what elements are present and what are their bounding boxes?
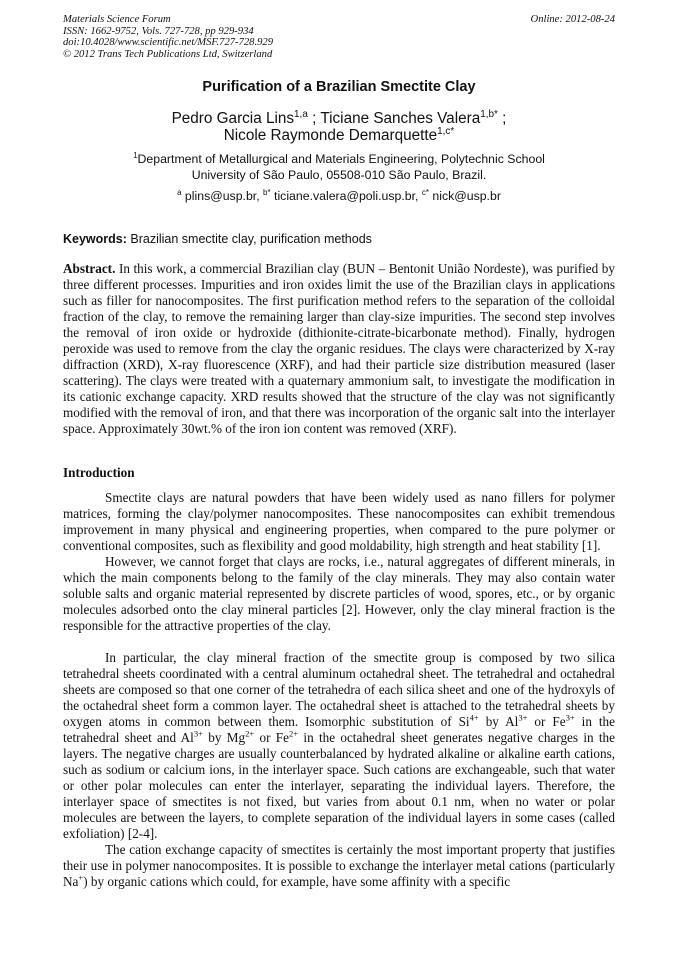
- text-segment: or Fe: [527, 714, 566, 729]
- abstract-text: In this work, a commercial Brazilian clay (BUN – Bentonit União Nordeste), was purified by three different processes. Impurities and iron oxides limit the use of the Brazilian clays in applications such as filler for nanocomposites. The first purification method refers to the separation of the colloidal fraction of the clay, to remove the remaining larger than clay-size impurities. The second step involves the removal of iron oxide or hydroxide (dithionite-citrate-bicarbonate method). Finally, hydrogen peroxide was used to remove from the clay the organic residues. The clays were characterized by X-ray diffraction (XRD), X-ray fluorescence (XRF), and had their particle size distribution measured (laser scattering). The clays were treated with a quaternary ammonium salt, to investigate the modification in its cationic exchange capacity. XRD results showed that the structure of the clay was not significantly modified with the removal of iron, and that there was incorporation of the organic salt into the interlayer space. Approximately 30wt.% of the iron ion content was removed (XRF).: [63, 261, 615, 436]
- abstract-label: Abstract.: [63, 261, 116, 276]
- text-segment: The cation exchange capacity of smectites is certainly the most important property that justifies their use in polymer nanocomposites. It is possible to exchange the interlayer metal cations (particularly Na: [63, 842, 615, 889]
- affiliation: [0, 152, 678, 183]
- email-sup: b*: [263, 187, 271, 197]
- introduction-section: [63, 465, 615, 890]
- author-name: Nicole Raymonde Demarquette: [223, 127, 438, 144]
- text-segment: by Mg: [202, 730, 246, 745]
- affiliation-line: University of São Paulo, 05508-010 São Paulo, Brazil.: [191, 167, 487, 182]
- author-sup: 1,c*: [437, 125, 455, 137]
- author-sup: 1,a: [294, 108, 308, 120]
- journal-header: [63, 14, 273, 60]
- keywords-label: Keywords:: [63, 232, 127, 246]
- affiliation-line: Department of Metallurgical and Materials Engineering, Polytechnic School: [137, 152, 545, 166]
- paragraph: [63, 842, 615, 890]
- email-sup: c*: [421, 187, 429, 197]
- superscript: 3+: [565, 712, 575, 723]
- paragraph: However, we cannot forget that clays are rocks, i.e., natural aggregates of different minerals, in which the main components belong to the family of the clay minerals. They may also contain water soluble salts and organic material represented by discrete particles of wood, spores, etc., or by organic molecules adsorbed onto the clay mineral particles [2]. However, only the clay mineral fraction is the responsible for the attractive properties of the clay.: [63, 554, 615, 633]
- text-segment: ) by organic cations which could, for example, have some affinity with a specific: [83, 874, 511, 889]
- text-segment: In particular, the clay mineral fraction of the smectite group is composed by two silica tetrahedral sheets coordinated with a central aluminum octahedral sheet. The tetrahedral and octahedral sheets are composed so that one corner of the tetrahedra of each silica sheet and one of the hydroxyls of the octahedral sheet form a common layer. The octahedral sheet is attached to the tetrahedral sheets by oxygen atoms in common between them. Isomorphic substitution of Si: [63, 650, 615, 729]
- doi: doi:10.4028/www.scientific.net/MSF.727-728.929: [63, 37, 273, 49]
- paper-title: Purification of a Brazilian Smectite Clay: [202, 79, 476, 95]
- emails: [0, 189, 678, 203]
- issn: ISSN: 1662-9752, Vols. 727-728, pp 929-934: [63, 25, 254, 37]
- abstract: [63, 261, 615, 437]
- superscript: 4+: [469, 712, 479, 723]
- text-segment: or Fe: [254, 730, 289, 745]
- author-name: Ticiane Sanches Valera: [320, 110, 481, 127]
- separator: ;: [497, 110, 507, 127]
- superscript: 2+: [245, 728, 255, 739]
- online-date: Online: 2012-08-24: [530, 14, 615, 25]
- superscript: 3+: [518, 712, 528, 723]
- superscript: 2+: [288, 728, 299, 739]
- journal-name: Materials Science Forum: [63, 14, 171, 25]
- author-name: Pedro Garcia Lins: [171, 110, 295, 127]
- email: ticiane.valera@poli.usp.br,: [270, 189, 422, 203]
- superscript: 3+: [193, 728, 203, 739]
- copyright: © 2012 Trans Tech Publications Ltd, Switzerland: [63, 48, 273, 60]
- section-heading: Introduction: [63, 465, 135, 480]
- keywords-text: Brazilian smectite clay, purification methods: [126, 232, 372, 246]
- affiliation-sup: 1: [133, 150, 138, 160]
- email: plins@usp.br,: [181, 189, 264, 203]
- paragraph: Smectite clays are natural powders that have been widely used as nano fillers for polymer matrices, forming the clay/polymer nanocomposites. These nanocomposites can exhibit tremendous improvement in many physical and engineering properties, when compared to the pure polymer or conventional composites, such as flexibility and good moldability, high strength and heat stability [1].: [63, 490, 615, 553]
- authors: [0, 110, 678, 144]
- text-segment: in the tetrahedral sheet and Al: [63, 714, 615, 745]
- author-sup: 1,b*: [480, 108, 498, 120]
- email: nick@usp.br: [428, 189, 501, 203]
- superscript: +: [78, 872, 84, 883]
- paragraph: [63, 650, 615, 842]
- email-sup: a: [177, 187, 182, 197]
- keywords: [63, 232, 372, 246]
- text-segment: by Al: [478, 714, 519, 729]
- text-segment: in the octahedral sheet generates negative charges in the layers. The negative charges are usually counterbalanced by hydrated alkaline or alkaline earth cations, such as sodium or calcium ions, in the interlayer space. Such cations are exchangeable, such that water or other polar molecules can enter the interlayer, separating the individual layers. Therefore, the interlayer space of smectites is not fixed, but varies from about 0.1 nm, when no water or polar molecules are between the layers, to complete separation of the individual layers in some cases (called exfoliation) [2-4].: [63, 730, 615, 841]
- separator: ;: [307, 110, 321, 127]
